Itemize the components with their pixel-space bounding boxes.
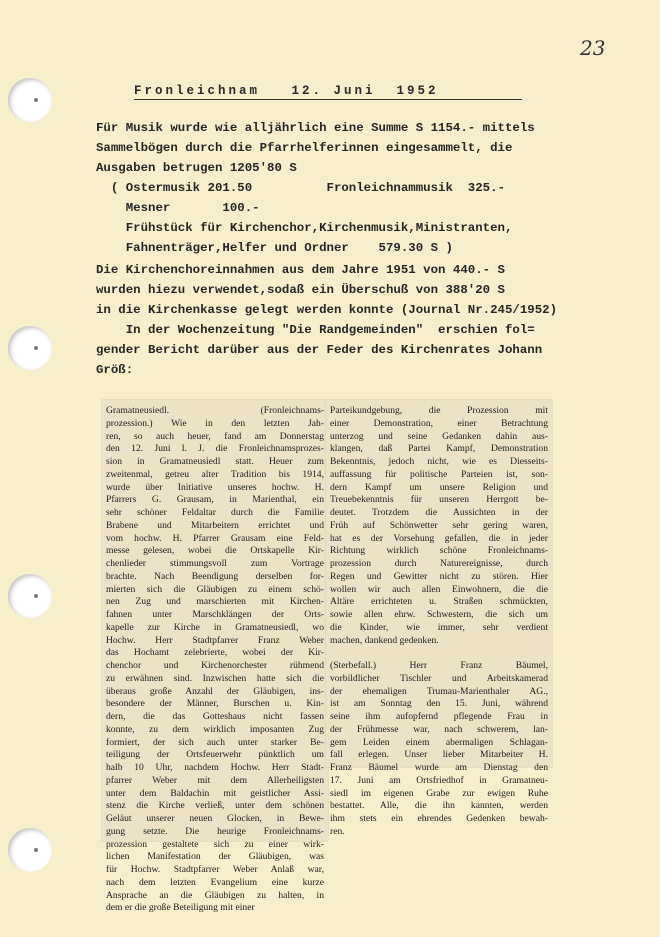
typed-line: Für Musik wurde wie alljährlich eine Summe S 1154.- mittels bbox=[96, 121, 535, 135]
clipping-line: den 12. Juni l. J. die Fronleichnamsprozes- bbox=[106, 443, 324, 455]
clipping-line: einer Demonstration, einer Betrachtung bbox=[330, 417, 548, 429]
clipping-line: ist am Sonntag den 15. Juni, während bbox=[330, 698, 548, 710]
clipping-line: Geläut unserer neuen Glocken, in Bewe- bbox=[106, 813, 324, 824]
clipping-line: Bekenntnis, jedoch nicht, wie es Diesseits- bbox=[330, 456, 548, 467]
clipping-line: nach dem letzten Evangelium eine kurze bbox=[106, 876, 324, 888]
clipping-line: für Hochw. Stadtpfarrer Weber Anlaß war, bbox=[106, 864, 324, 875]
clipping-line: Franz Bäumel wurde am Dienstag den bbox=[330, 762, 548, 773]
clipping-line: zu erwähnen sind. Inzwischen hatte sich die bbox=[106, 672, 324, 684]
clipping-line: pfarrer Weber mit dem Allerheiligsten bbox=[106, 774, 324, 786]
punch-hole bbox=[8, 78, 52, 122]
clipping-line: nen Zug und marschierten mit Kirchen- bbox=[106, 596, 324, 608]
typed-line: wurden hiezu verwendet,sodaß ein Überschuß von 388'20 S bbox=[96, 283, 505, 297]
clipping-line: die Kinder, wie immer, sehr verdient bbox=[330, 621, 548, 633]
punch-hole bbox=[8, 828, 52, 872]
page-number: 23 bbox=[580, 36, 606, 60]
clipping-line: ihm stets ein ehrendes Gedenken bewah- bbox=[330, 813, 548, 824]
clipping-line: unter dem Baldachin mit geistlicher Assi- bbox=[106, 787, 324, 799]
typed-line: ( Ostermusik 201.50 Fronleichnammusik 325.- bbox=[96, 181, 505, 195]
clipping-line: teiligung der Ortsfeuerwehr pünktlich um bbox=[106, 749, 324, 761]
clipping-line: gem Leiden einem abermaligen Schlagan- bbox=[330, 736, 548, 748]
clipping-line: kapelle zur Kirche in Gramatneusiedl, wo bbox=[106, 621, 324, 633]
clipping-line: stenz die Kirche verließ, unter dem schönen bbox=[106, 800, 324, 812]
clipping-line: prozession.) Wie in den letzten Jah- bbox=[106, 417, 324, 429]
typed-line: in die Kirchenkasse gelegt werden konnte (Journal Nr.245/1952) bbox=[96, 303, 558, 317]
clipping-line: auffassung für politische Parteien ist, son- bbox=[330, 468, 548, 480]
clipping-line: unterzog und seine Gedanken dahin aus- bbox=[330, 430, 548, 442]
punch-hole bbox=[8, 326, 52, 370]
clipping-line: sowie allen ehrw. Schwestern, die sich um bbox=[330, 609, 548, 620]
clipping-line bbox=[330, 647, 548, 660]
clipping-line: ren. bbox=[330, 825, 345, 837]
clipping-line: Früh auf Schönwetter sehr gering waren, bbox=[330, 519, 548, 531]
typed-line: Größ: bbox=[96, 363, 134, 377]
clipping-line: prozession gestaltete sich zu einer wirk- bbox=[106, 838, 324, 850]
punch-hole bbox=[8, 574, 52, 618]
clipping-line: fall erlegen. Unser lieber Mitarbeiter H. bbox=[330, 749, 548, 761]
typed-line: Ausgaben betrugen 1205'80 S bbox=[96, 161, 297, 175]
clipping-line: chenchor und Kirchenorchester rühmend bbox=[106, 660, 324, 671]
clipping-line: seine ihm aufopfernd pflegende Frau in bbox=[330, 711, 548, 722]
clipping-line: machen, dankend gedenken. bbox=[330, 634, 439, 646]
clipping-line: lichen Manifestation der Gläubigen, was bbox=[106, 851, 324, 863]
clipping-line: überaus große Anzahl der Gläubigen, ins- bbox=[106, 685, 324, 697]
clipping-line: ren, so auch heuer, fand am Donnerstag bbox=[106, 430, 324, 442]
clipping-line: prozession durch Naturereignisse, durch bbox=[330, 558, 548, 569]
typed-line: Mesner 100.- bbox=[96, 201, 260, 215]
clipping-line: wollen wir auch allen Einwohnern, die die bbox=[330, 583, 548, 595]
clipping-line: formiert, der sich auch unter starker Be- bbox=[106, 736, 324, 748]
clipping-line: gung setzte. Die heurige Fronleichnams- bbox=[106, 825, 324, 837]
newspaper-clipping-left bbox=[102, 400, 328, 914]
clipping-line: sion in Gramatneusiedl statt. Heuer zum bbox=[106, 456, 324, 467]
clipping-line: deutet. Trotzdem die Aussichten in der bbox=[330, 507, 548, 518]
clipping-line: dern Kampf um unsere Religion und bbox=[330, 481, 548, 493]
clipping-line: dern, die das Gotteshaus nicht fassen bbox=[106, 711, 324, 722]
newspaper-clipping-right bbox=[326, 400, 552, 837]
typed-line: Frühstück für Kirchenchor,Kirchenmusik,Ministranten, bbox=[96, 221, 513, 235]
typed-line: Die Kirchenchoreinnahmen aus dem Jahre 1951 von 440.- S bbox=[96, 263, 505, 277]
clipping-line: das Hochamt zelebrierte, wobei der Kir- bbox=[106, 647, 324, 659]
clipping-line: zweitenmal, getreu alter Tradition bis 1914, bbox=[106, 468, 324, 480]
clipping-line: besondere der Männer, Burschen u. Kin- bbox=[106, 698, 324, 710]
clipping-line: klangen, daß Partei Kampf, Demonstration bbox=[330, 443, 548, 455]
clipping-line: brachte. Nach Beendigung derselben for- bbox=[106, 570, 324, 582]
clipping-line: bestattet. Alle, die ihn kannten, werden bbox=[330, 800, 548, 812]
clipping-line: Gramatneusiedl. (Fronleichnams- bbox=[106, 405, 324, 416]
page-heading: Fronleichnam 12. Juni 1952 bbox=[134, 84, 522, 100]
clipping-line: (Sterbefall.) Herr Franz Bäumel, bbox=[330, 660, 548, 671]
clipping-line: Altäre errichteten u. Straßen schmückten, bbox=[330, 596, 548, 608]
typed-line: In der Wochenzeitung "Die Randgemeinden" erschien fol= bbox=[96, 323, 535, 337]
clipping-line: Parteikundgebung, die Prozession mit bbox=[330, 405, 548, 416]
clipping-line: Richtung wirklich schöne Fronleichnams- bbox=[330, 545, 548, 557]
clipping-line: Brabene und Mitarbeitern errichtet und bbox=[106, 519, 324, 531]
clipping-line: halb 10 Uhr, nachdem Hochw. Herr Stadt- bbox=[106, 762, 324, 773]
typed-line: gender Bericht darüber aus der Feder des Kirchenrates Johann bbox=[96, 343, 543, 357]
typed-line: Sammelbögen durch die Pfarrhelferinnen eingesammelt, die bbox=[96, 141, 513, 155]
clipping-line: messe gelesen, wobei die Ortskapelle Kir- bbox=[106, 545, 324, 557]
clipping-line: vorbildlicher Tischler und Arbeitskamerad bbox=[330, 672, 548, 684]
clipping-line: Pfarrers G. Grausam, in Marienthal, ein bbox=[106, 494, 324, 506]
clipping-line: 17. Juni am Ortsfriedhof in Gramatneu- bbox=[330, 774, 548, 786]
clipping-line: mierten sich die Gläubigen zu einem schö- bbox=[106, 583, 324, 595]
clipping-line: Ansprache an die Gläubigen zu halten, in bbox=[106, 889, 324, 901]
clipping-line: Treuebekenntnis für unseren Herrgott be- bbox=[330, 494, 548, 506]
clipping-line: vom hochw. H. Pfarrer Grausam eine Feld- bbox=[106, 532, 324, 544]
clipping-line: chenlieder stimmungsvoll zum Vortrage bbox=[106, 558, 324, 569]
clipping-line: dem er die große Beteiligung mit einer bbox=[106, 902, 255, 914]
typed-line: Fahnenträger,Helfer und Ordner 579.30 S ) bbox=[96, 241, 453, 255]
clipping-line: fahnen unter Marschklängen der Orts- bbox=[106, 609, 324, 620]
clipping-line: Hochw. Herr Stadtpfarrer Franz Weber bbox=[106, 634, 324, 646]
clipping-line: Regen und Gewitter nicht zu stören. Hier bbox=[330, 570, 548, 582]
clipping-line: wurde über Initiative unseres hochw. H. bbox=[106, 481, 324, 493]
clipping-line: siedl im eigenen Grabe zur ewigen Ruhe bbox=[330, 787, 548, 799]
clipping-line: hat es der Vorsehung gefallen, die in jeder bbox=[330, 532, 548, 544]
clipping-line: konnte, zu dem wirklich imposanten Zug bbox=[106, 723, 324, 735]
clipping-line: der ehemaligen Trumau-Marienthaler AG., bbox=[330, 685, 548, 697]
clipping-line: sehr schöner Feldaltar durch die Familie bbox=[106, 507, 324, 518]
clipping-line: der Frühmesse war, nach schwerem, lan- bbox=[330, 723, 548, 735]
